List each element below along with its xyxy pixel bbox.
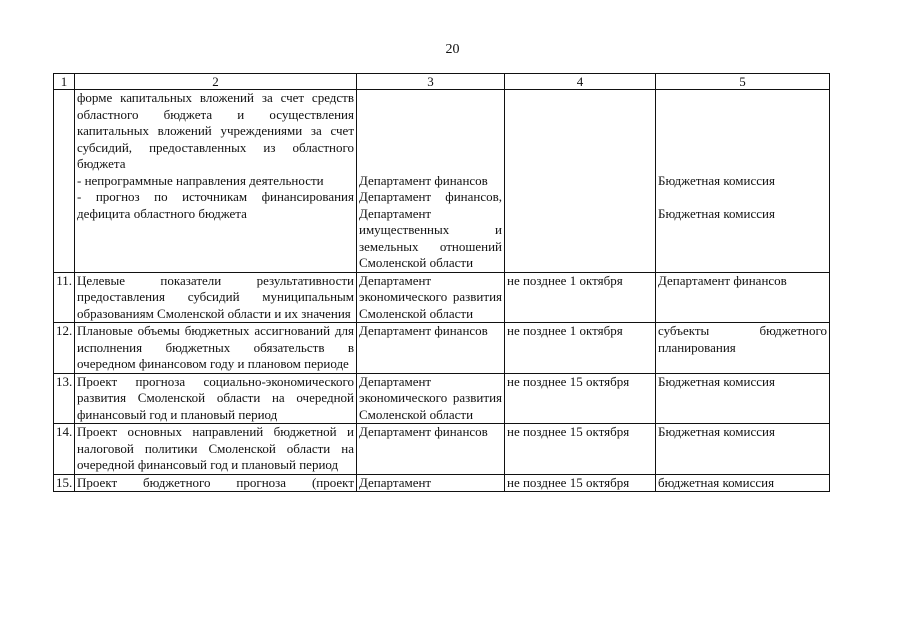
row-deadline: не позднее 15 октября [505, 373, 656, 424]
row-number: 11. [54, 272, 75, 323]
row-deadline: не позднее 15 октября [505, 424, 656, 475]
row-name: Целевые показатели результативности предоставления субсидий муниципальным образованиям Смоленской области и их значения [75, 272, 357, 323]
row-responsible: Департамент экономического развития Смоленской области [357, 272, 505, 323]
row-name: Плановые объемы бюджетных ассигнований для исполнения бюджетных обязательств в очередном финансовом году и плановом периоде [75, 323, 357, 374]
row-recipient: Бюджетная комиссия [656, 373, 830, 424]
row-number: 14. [54, 424, 75, 475]
row-number: 12. [54, 323, 75, 374]
row-responsible [357, 90, 505, 273]
row-responsible: Департамент экономического развития Смоленской области [357, 373, 505, 424]
table-row [54, 373, 830, 424]
row-deadline: не позднее 1 октября [505, 323, 656, 374]
table-row [54, 474, 830, 492]
continuation-responsible-1: Департамент финансов [359, 172, 488, 188]
column-header-5: 5 [656, 74, 830, 90]
row-name: Проект основных направлений бюджетной и налоговой политики Смоленской области на очередной финансовый год и плановый период [75, 424, 357, 475]
column-header-4: 4 [505, 74, 656, 90]
column-header-3: 3 [357, 74, 505, 90]
table-row [54, 272, 830, 323]
page-number: 20 [445, 42, 460, 57]
row-deadline: не позднее 1 октября [505, 272, 656, 323]
row-deadline [505, 90, 656, 273]
row-name: Проект бюджетного прогноза (проект [75, 474, 357, 492]
continuation-item-1: - непрограммные направления деятельности [77, 172, 324, 188]
continuation-item-2: - прогноз по источникам финансирования дефицита областного бюджета [77, 189, 354, 221]
row-recipient: субъекты бюджетного планирования [656, 323, 830, 374]
header-row [54, 74, 830, 90]
column-header-1: 1 [54, 74, 75, 90]
row-recipient: бюджетная комиссия [656, 474, 830, 492]
row-responsible: Департамент финансов [357, 323, 505, 374]
continuation-intro: форме капитальных вложений за счет средств областного бюджета и осуществления капитальных вложений учреждениями за счет субсидий, предоставленных из областного бюджета [77, 90, 354, 171]
column-header-2: 2 [75, 74, 357, 90]
row-deadline: не позднее 15 октября [505, 474, 656, 492]
row-recipient [656, 90, 830, 273]
row-recipient: Департамент финансов [656, 272, 830, 323]
continuation-recipient-2: Бюджетная комиссия [658, 205, 775, 221]
row-recipient: Бюджетная комиссия [656, 424, 830, 475]
row-number [54, 90, 75, 273]
table-row [54, 323, 830, 374]
row-name [75, 90, 357, 273]
continuation-recipient-1: Бюджетная комиссия [658, 172, 775, 188]
table-row-continuation [54, 90, 830, 273]
table-row [54, 424, 830, 475]
schedule-table [53, 73, 830, 492]
row-number: 13. [54, 373, 75, 424]
row-responsible: Департамент финансов [357, 424, 505, 475]
row-name: Проект прогноза социально-экономического развития Смоленской области на очередной финансовый год и плановый период [75, 373, 357, 424]
row-responsible: Департамент [357, 474, 505, 492]
continuation-responsible-2: Департамент финансов, Департамент имущественных и земельных отношений Смоленской области [359, 189, 502, 270]
row-number: 15. [54, 474, 75, 492]
